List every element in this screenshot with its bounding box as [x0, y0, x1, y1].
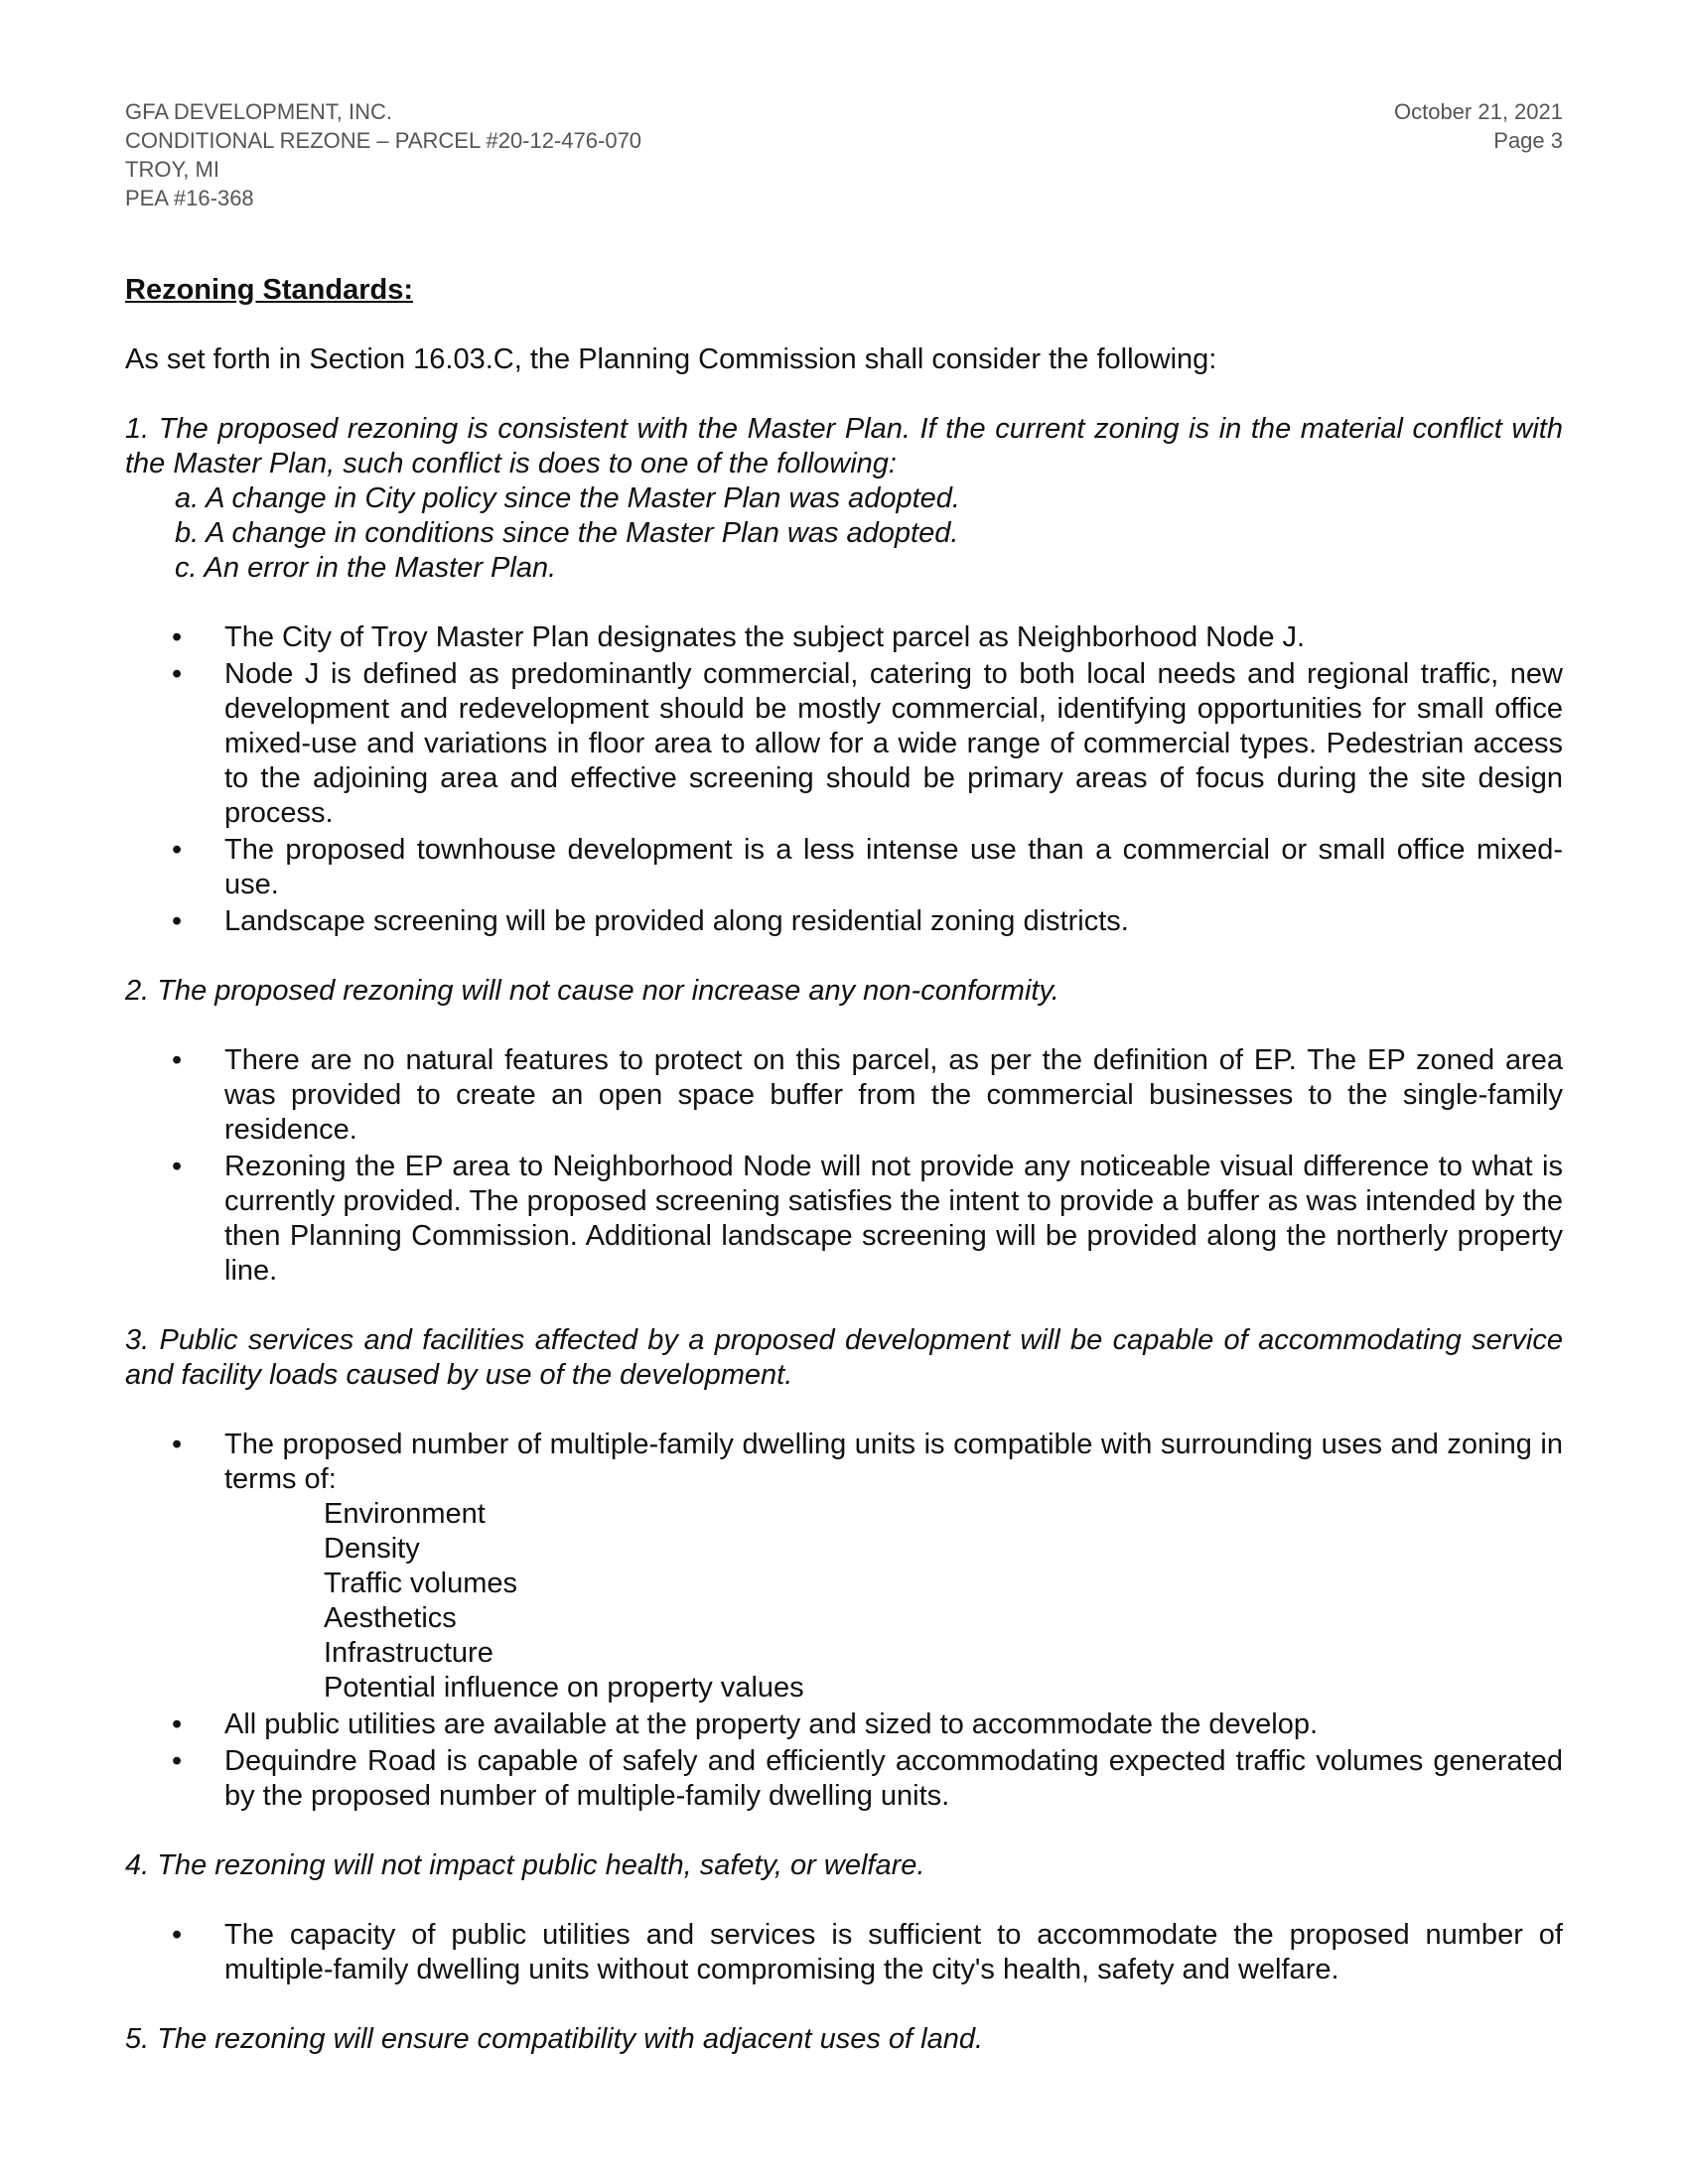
standard-1-sub-list	[125, 481, 1563, 586]
bullet-item: • There are no natural features to protect on this parcel, as per the definition of EP. The EP zoned area was provided to create an open space buffer from the commercial businesses to the single-family residence.	[125, 1043, 1563, 1148]
standard-2-bullets	[125, 1043, 1563, 1289]
sub-item: a. A change in City policy since the Master Plan was adopted.	[175, 482, 960, 514]
header-pea-number: PEA #16-368	[125, 186, 254, 210]
standard-1-text: 1. The proposed rezoning is consistent with the Master Plan. If the current zoning is in the material conflict with the Master Plan, such conflict is does to one of the following:	[125, 413, 1563, 479]
header-project: CONDITIONAL REZONE – PARCEL #20-12-476-070	[125, 128, 642, 153]
bullet-item: • Dequindre Road is capable of safely and efficiently accommodating expected traffic volumes generated by the proposed number of multiple-family dwelling units.	[125, 1744, 1563, 1814]
bullet-text: The proposed number of multiple-family dwelling units is compatible with surrounding uses and zoning in terms of:	[224, 1429, 1563, 1495]
term-item: Density	[324, 1533, 420, 1565]
header-left-block	[125, 97, 641, 212]
standard-4-text: 4. The rezoning will not impact public health, safety, or welfare.	[125, 1849, 925, 1881]
sub-item: b. A change in conditions since the Master Plan was adopted.	[175, 517, 959, 549]
document-body	[125, 273, 1563, 2057]
standard-2-text: 2. The proposed rezoning will not cause nor increase any non-conformity.	[125, 975, 1059, 1007]
standard-3-bullets	[125, 1428, 1563, 1814]
bullet-item: • Node J is defined as predominantly commercial, catering to both local needs and regional traffic, new development and redevelopment should be mostly commercial, identifying opportunities for small office mixed-use and variations in floor area to allow for a wide range of commercial types. Pedestrian access to the adjoining area and effective screening should be primary areas of focus during the site design process.	[125, 657, 1563, 831]
term-item: Aesthetics	[324, 1602, 457, 1634]
header-date: October 21, 2021	[1393, 99, 1563, 124]
bullet-item: • Rezoning the EP area to Neighborhood Node will not provide any noticeable visual difference to what is currently provided. The proposed screening satisfies the intent to provide a buffer as was intended by the then Planning Commission. Additional landscape screening will be provided along the northerly property line.	[125, 1150, 1563, 1289]
standard-5-text: 5. The rezoning will ensure compatibility with adjacent uses of land.	[125, 2023, 984, 2055]
bullet-item: • All public utilities are available at the property and sized to accommodate the develop.	[125, 1707, 1563, 1742]
term-item: Traffic volumes	[324, 1568, 517, 1599]
term-item: Potential influence on property values	[324, 1672, 804, 1704]
section-title: Rezoning Standards:	[125, 274, 414, 306]
standard-4-bullets	[125, 1918, 1563, 1987]
bullet-item	[125, 1428, 1563, 1706]
standard-1-bullets	[125, 620, 1563, 939]
header-company: GFA DEVELOPMENT, INC.	[125, 99, 392, 124]
header-location: TROY, MI	[125, 157, 219, 182]
term-item: Infrastructure	[324, 1637, 493, 1669]
sub-item: c. An error in the Master Plan.	[175, 552, 557, 584]
bullet-item: • The City of Troy Master Plan designates the subject parcel as Neighborhood Node J.	[125, 620, 1563, 655]
term-item: Environment	[324, 1498, 486, 1530]
standard-3-text: 3. Public services and facilities affected by a proposed development will be capable of accommodating service and facility loads caused by use of the development.	[125, 1324, 1563, 1391]
intro-paragraph: As set forth in Section 16.03.C, the Planning Commission shall consider the following:	[125, 343, 1217, 375]
compatibility-terms-list	[224, 1497, 1563, 1706]
bullet-item: • Landscape screening will be provided along residential zoning districts.	[125, 904, 1563, 939]
bullet-item: • The proposed townhouse development is a less intense use than a commercial or small office mixed-use.	[125, 833, 1563, 902]
header-page-number: Page 3	[1493, 128, 1563, 153]
header-right-block	[1394, 97, 1563, 155]
bullet-item: • The capacity of public utilities and services is sufficient to accommodate the proposed number of multiple-family dwelling units without compromising the city's health, safety and welfare.	[125, 1918, 1563, 1987]
